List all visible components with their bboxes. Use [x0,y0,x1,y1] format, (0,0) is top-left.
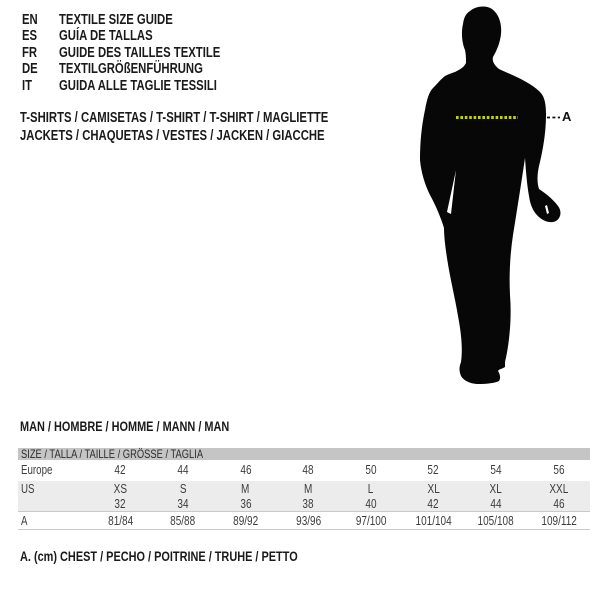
table-cell: 81/84 [107,513,133,528]
row-label: A [21,513,28,528]
table-row-europe [18,460,590,481]
table-row-chest [18,512,590,529]
section-title: MAN / HOMBRE / HOMME / MANN / MAN [20,418,230,434]
language-code: EN [22,12,38,28]
table-cell: XL [489,482,503,496]
table-cell: 44 [177,463,189,478]
table-cell: 46 [553,497,565,512]
size-table [18,448,590,530]
table-cell: 109/112 [540,513,577,528]
table-cell: XS [113,482,127,496]
table-cell: M [304,482,313,496]
table-cell: 85/88 [170,513,196,528]
language-label: GUIDA ALLE TAGLIE TESSILI [59,77,217,94]
size-table-header: SIZE / TALLA / TAILLE / GRÖSSE / TAGLIA [18,448,590,460]
table-cell: 32 [114,497,126,512]
table-cell: 48 [302,463,314,478]
table-cell: 38 [302,497,314,512]
row-label [18,497,89,511]
language-label: GUIDE DES TAILLES TEXTILE [59,44,221,61]
table-cell: XL [427,482,440,496]
table-cell: 54 [490,463,502,478]
table-cell: 89/92 [233,513,259,528]
table-cell: 40 [365,497,377,512]
table-cell: 34 [177,497,189,512]
language-label: TEXTILGRÖßENFÜHRUNG [59,61,203,78]
table-row-us [18,481,590,498]
table-bottom-border [18,529,590,530]
table-cell: 36 [240,497,252,512]
table-cell: 42 [427,497,439,512]
table-cell: 97/100 [355,513,387,528]
table-cell: 101/104 [415,513,452,528]
table-cell: 44 [490,497,502,512]
language-code: DE [22,61,38,78]
table-cell: L [368,482,374,496]
row-label: US [21,482,35,496]
table-cell: 42 [114,463,126,478]
table-cell: XXL [549,482,569,496]
row-label: Europe [21,463,53,478]
table-cell: 52 [427,463,439,478]
category-jackets: JACKETS / CHAQUETAS / VESTES / JACKEN / GIACCHE [20,127,325,144]
language-code: FR [22,44,38,61]
measure-marker-label: A [562,109,572,124]
language-code: ES [22,28,38,45]
table-shaded-band [18,481,590,512]
language-label: GUÍA DE TALLAS [59,28,153,45]
table-cell: S [179,482,187,496]
language-label: TEXTILE SIZE GUIDE [59,12,173,28]
table-cell: 50 [365,463,377,478]
language-code: IT [22,77,33,94]
measurement-footnote: A. (cm) CHEST / PECHO / POITRINE / TRUHE / PETTO [20,548,298,564]
man-silhouette-body [420,7,560,384]
table-cell: 46 [240,463,252,478]
table-cell: 56 [553,463,565,478]
table-cell: 105/108 [477,513,515,528]
category-tshirts: T-SHIRTS / CAMISETAS / T-SHIRT / T-SHIRT / MAGLIETTE [20,110,329,126]
table-row-alt-sizes [18,498,590,512]
table-cell: 93/96 [295,513,321,528]
table-cell: M [241,482,250,496]
